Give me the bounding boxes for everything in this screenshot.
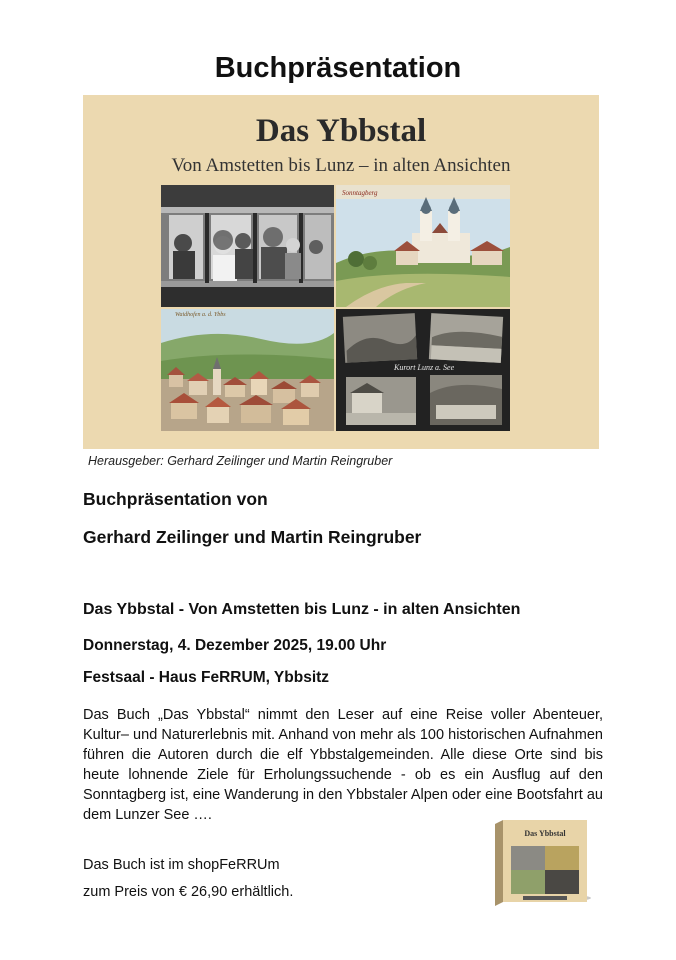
basilica-caption: Sonntagberg (342, 189, 378, 197)
purchase-location: Das Buch ist im shopFeRRUm (83, 857, 280, 873)
book-thumbnail-title: Das Ybbstal (524, 829, 566, 838)
lunz-caption: Kurort Lunz a. See (394, 363, 455, 372)
event-venue: Festsaal - Haus FeRRUM, Ybbsitz (83, 669, 330, 686)
book-description: Das Buch „Das Ybbstal“ nimmt den Leser auf eine Reise voller Abenteuer, Kultur– und Naturerlebnis mit. Anhand von mehr als 100 historischen Aufnahmen führen die Autoren durch die elf Ybbstalgemeinden. Alle diese Orte sind bis heute lohnende Ziele für Erholungssuchende - ob es ein Ausflug auf den Sonntagberg ist, eine Wanderung in den Ybbstaler Alpen oder eine Bootsfahrt au dem Lunzer See …. (83, 707, 603, 823)
purchase-price: zum Preis von € 26,90 erhältlich. (83, 884, 294, 900)
photo-basilica-sonntagberg (336, 185, 510, 307)
photo-train-window (161, 185, 334, 307)
book-cover-banner (83, 95, 599, 449)
page-title: Buchpräsentation (214, 52, 462, 84)
photo-lunz-collage (336, 309, 510, 431)
cover-title: Das Ybbstal (255, 113, 427, 149)
book-cover-thumbnail (493, 820, 595, 906)
cover-subtitle: Von Amstetten bis Lunz – in alten Ansichten (171, 155, 511, 176)
town-caption: Waidhofen a. d. Ybbs (175, 312, 226, 318)
photo-town-waidhofen (161, 309, 334, 431)
event-date: Donnerstag, 4. Dezember 2025, 19.00 Uhr (83, 637, 387, 654)
heading-presentation: Buchpräsentation von (83, 489, 268, 509)
publisher-note: Herausgeber: Gerhard Zeilinger und Martin Reingruber (88, 454, 393, 468)
heading-authors: Gerhard Zeilinger und Martin Reingruber (83, 527, 422, 547)
event-book-title: Das Ybbstal - Von Amstetten bis Lunz - in alten Ansichten (83, 601, 521, 618)
